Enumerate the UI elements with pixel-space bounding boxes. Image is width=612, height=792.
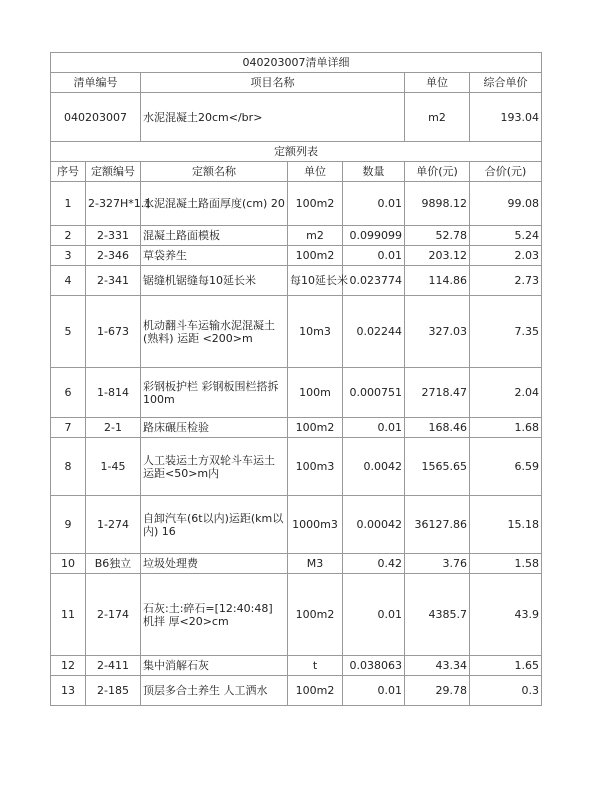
quota-qty: 0.01 <box>343 574 405 656</box>
quota-code: 2-327H*1.1 <box>86 182 141 226</box>
quota-code: B6独立 <box>86 554 141 574</box>
quota-name: 垃圾处理费 <box>141 554 288 574</box>
quota-index: 5 <box>51 296 86 368</box>
quota-qty: 0.099099 <box>343 226 405 246</box>
quota-index: 13 <box>51 676 86 706</box>
quota-unit: 100m2 <box>288 574 343 656</box>
quota-name: 彩钢板护栏 彩钢板围栏搭拆 100m <box>141 368 288 418</box>
quota-header-unit-price: 单价(元) <box>405 162 470 182</box>
quota-unit-price: 43.34 <box>405 656 470 676</box>
quota-index: 12 <box>51 656 86 676</box>
quota-qty: 0.0042 <box>343 438 405 496</box>
quota-qty: 0.02244 <box>343 296 405 368</box>
quota-qty: 0.01 <box>343 418 405 438</box>
bill-header-code: 清单编号 <box>51 73 141 93</box>
table-row <box>51 574 542 656</box>
quota-code: 2-346 <box>86 246 141 266</box>
quota-name: 路床碾压检验 <box>141 418 288 438</box>
quota-unit-price: 29.78 <box>405 676 470 706</box>
quota-index: 7 <box>51 418 86 438</box>
quota-header-index: 序号 <box>51 162 86 182</box>
quota-index: 1 <box>51 182 86 226</box>
bill-header-unit: 单位 <box>405 73 470 93</box>
quota-unit-price: 2718.47 <box>405 368 470 418</box>
bill-header-price: 综合单价 <box>470 73 542 93</box>
quota-qty: 0.01 <box>343 676 405 706</box>
bill-header-name: 项目名称 <box>141 73 405 93</box>
quota-header-unit: 单位 <box>288 162 343 182</box>
quota-total: 5.24 <box>470 226 542 246</box>
quota-unit: 每10延长米 <box>288 266 343 296</box>
quota-total: 43.9 <box>470 574 542 656</box>
quota-unit: 100m3 <box>288 438 343 496</box>
quota-total: 1.68 <box>470 418 542 438</box>
table-row <box>51 266 542 296</box>
quota-unit: 100m2 <box>288 246 343 266</box>
quota-unit-price: 168.46 <box>405 418 470 438</box>
bill-unit: m2 <box>405 93 470 142</box>
quota-name: 顶层多合土养生 人工洒水 <box>141 676 288 706</box>
bill-name: 水泥混凝土20cm</br> <box>141 93 405 142</box>
quota-total: 15.18 <box>470 496 542 554</box>
quota-unit: 1000m3 <box>288 496 343 554</box>
quota-qty: 0.00042 <box>343 496 405 554</box>
quota-unit-price: 9898.12 <box>405 182 470 226</box>
bill-price: 193.04 <box>470 93 542 142</box>
table-row <box>51 368 542 418</box>
quota-unit: 100m <box>288 368 343 418</box>
quota-code: 2-1 <box>86 418 141 438</box>
quota-index: 6 <box>51 368 86 418</box>
quota-qty: 0.01 <box>343 182 405 226</box>
table-row <box>51 438 542 496</box>
quota-code: 2-331 <box>86 226 141 246</box>
quota-rows <box>51 182 542 706</box>
table-row <box>51 418 542 438</box>
quota-total: 0.3 <box>470 676 542 706</box>
quota-unit-price: 203.12 <box>405 246 470 266</box>
table-row <box>51 656 542 676</box>
table-row <box>51 676 542 706</box>
quota-header-total: 合价(元) <box>470 162 542 182</box>
quota-index: 2 <box>51 226 86 246</box>
quota-qty: 0.42 <box>343 554 405 574</box>
quota-name: 混凝土路面模板 <box>141 226 288 246</box>
quota-unit: 10m3 <box>288 296 343 368</box>
table-row <box>51 296 542 368</box>
quota-index: 8 <box>51 438 86 496</box>
quota-section-title: 定额列表 <box>51 142 542 162</box>
quota-header-qty: 数量 <box>343 162 405 182</box>
quota-unit-price: 4385.7 <box>405 574 470 656</box>
quota-unit: 100m2 <box>288 182 343 226</box>
quota-index: 10 <box>51 554 86 574</box>
quota-code: 1-45 <box>86 438 141 496</box>
quota-total: 1.58 <box>470 554 542 574</box>
quota-name: 草袋养生 <box>141 246 288 266</box>
quota-code: 1-274 <box>86 496 141 554</box>
quota-total: 2.03 <box>470 246 542 266</box>
quota-name: 锯缝机锯缝每10延长米 <box>141 266 288 296</box>
quota-code: 1-814 <box>86 368 141 418</box>
quota-code: 1-673 <box>86 296 141 368</box>
quota-name: 水泥混凝土路面厚度(cm) 20 <box>141 182 288 226</box>
bill-code: 040203007 <box>51 93 141 142</box>
quota-total: 6.59 <box>470 438 542 496</box>
quota-code: 2-174 <box>86 574 141 656</box>
quota-total: 99.08 <box>470 182 542 226</box>
quota-qty: 0.023774 <box>343 266 405 296</box>
quota-index: 4 <box>51 266 86 296</box>
quota-name: 机动翻斗车运输水泥混凝土(熟料) 运距 <200>m <box>141 296 288 368</box>
quota-qty: 0.038063 <box>343 656 405 676</box>
quota-header-name: 定额名称 <box>141 162 288 182</box>
quota-index: 3 <box>51 246 86 266</box>
quota-unit-price: 3.76 <box>405 554 470 574</box>
quota-unit: 100m2 <box>288 676 343 706</box>
table-row <box>51 246 542 266</box>
quota-unit: t <box>288 656 343 676</box>
table-row <box>51 554 542 574</box>
quota-unit-price: 114.86 <box>405 266 470 296</box>
quota-qty: 0.01 <box>343 246 405 266</box>
quota-unit: M3 <box>288 554 343 574</box>
quota-unit: m2 <box>288 226 343 246</box>
sheet-title: 040203007清单详细 <box>51 53 542 73</box>
bill-detail-table <box>50 52 542 706</box>
quota-total: 7.35 <box>470 296 542 368</box>
quota-index: 11 <box>51 574 86 656</box>
quota-code: 2-341 <box>86 266 141 296</box>
quota-unit-price: 327.03 <box>405 296 470 368</box>
table-row <box>51 496 542 554</box>
quota-name: 集中消解石灰 <box>141 656 288 676</box>
quota-unit-price: 36127.86 <box>405 496 470 554</box>
quota-name: 人工装运土方双轮斗车运土 运距<50>m内 <box>141 438 288 496</box>
quota-code: 2-411 <box>86 656 141 676</box>
quota-unit: 100m2 <box>288 418 343 438</box>
quota-total: 2.04 <box>470 368 542 418</box>
quota-unit-price: 52.78 <box>405 226 470 246</box>
quota-name: 石灰:土:碎石=[12:40:48] 机拌 厚<20>cm <box>141 574 288 656</box>
quota-total: 2.73 <box>470 266 542 296</box>
table-row <box>51 182 542 226</box>
table-row <box>51 226 542 246</box>
quota-name: 自卸汽车(6t以内)运距(km以内) 16 <box>141 496 288 554</box>
quota-unit-price: 1565.65 <box>405 438 470 496</box>
quota-code: 2-185 <box>86 676 141 706</box>
quota-total: 1.65 <box>470 656 542 676</box>
quota-index: 9 <box>51 496 86 554</box>
quota-header-code: 定额编号 <box>86 162 141 182</box>
quota-qty: 0.000751 <box>343 368 405 418</box>
